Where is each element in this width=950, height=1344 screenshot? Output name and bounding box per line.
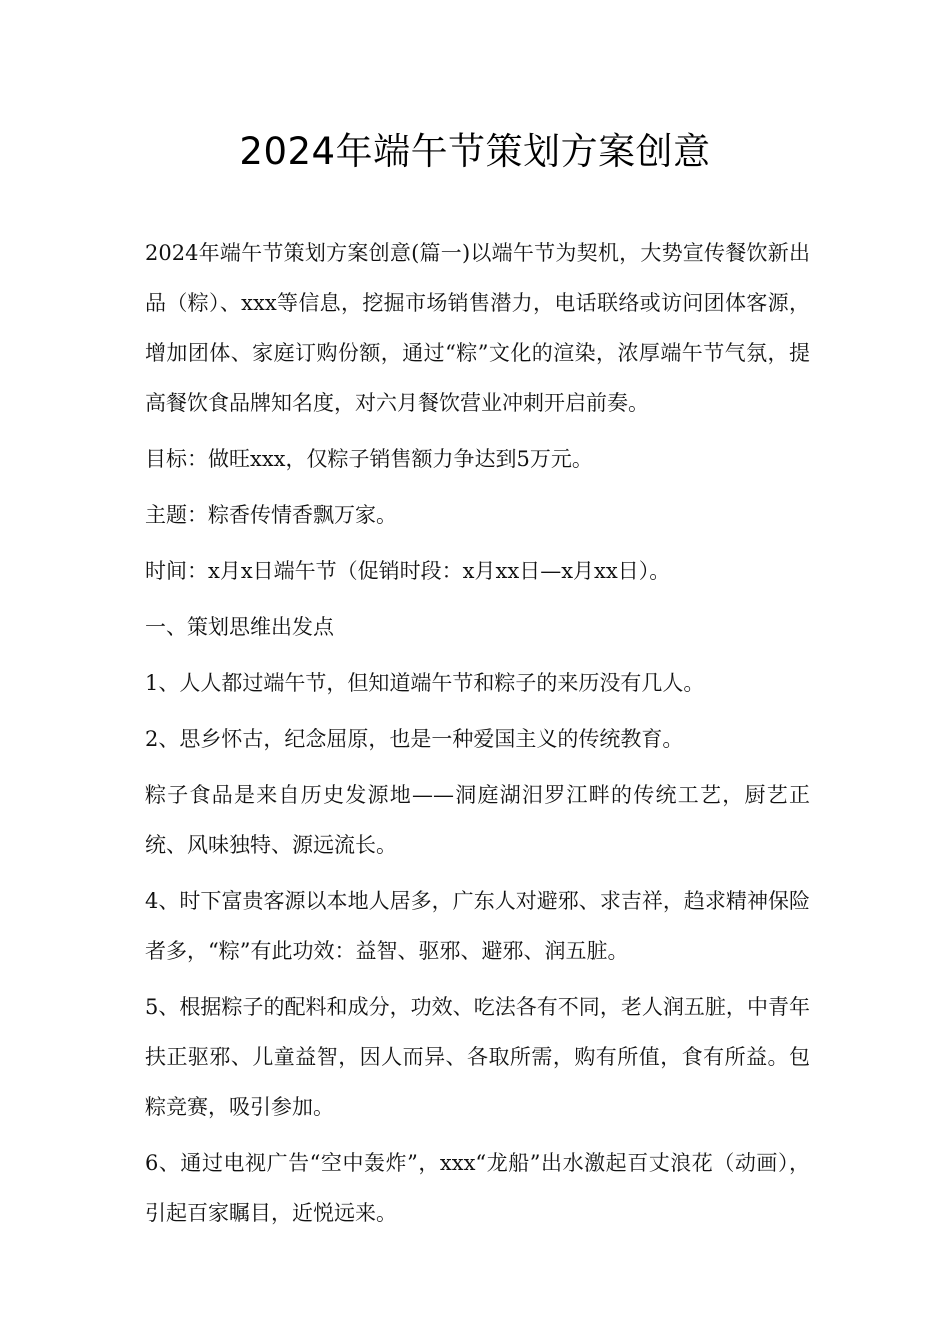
list-item-2: 2、思乡怀古，纪念屈原，也是一种爱国主义的传统教育。: [145, 727, 684, 751]
document-title: 2024年端午节策划方案创意: [239, 130, 711, 173]
paragraph-theme: 主题：粽香传情香飘万家。: [145, 503, 397, 527]
list-item-4: 4、时下富贵客源以本地人居多，广东人对避邪、求吉祥，趋求精神保险者多，“粽”有此功效：益智、驱邪、避邪、润五脏。: [145, 889, 810, 963]
list-item-6: 6、通过电视广告“空中轰炸”，xxx“龙船”出水激起百丈浪花（动画），引起百家瞩目，近悦远来。: [145, 1151, 810, 1225]
document-body: [145, 228, 810, 1244]
section-heading-1: 一、策划思维出发点: [145, 615, 334, 639]
paragraph-goal: 目标：做旺xxx，仅粽子销售额力争达到5万元。: [145, 447, 593, 471]
list-item-5: 5、根据粽子的配料和成分，功效、吃法各有不同，老人润五脏，中青年扶正驱邪、儿童益智，因人而异、各取所需，购有所值，食有所益。包粽竞赛，吸引参加。: [145, 995, 810, 1119]
list-item-1: 1、人人都过端午节，但知道端午节和粽子的来历没有几人。: [145, 671, 705, 695]
paragraph-intro: 2024年端午节策划方案创意(篇一)以端午节为契机，大势宣传餐饮新出品（粽）、xxx等信息，挖掘市场销售潜力，电话联络或访问团体客源，增加团体、家庭订购份额，通过“粽”文化的渲染，浓厚端午节气氛，提高餐饮食品牌知名度，对六月餐饮营业冲刺开启前奏。: [145, 241, 810, 415]
paragraph-time: 时间：x月x日端午节（促销时段：x月xx日—x月xx日）。: [145, 559, 671, 583]
paragraph-zongzi-origin: 粽子食品是来自历史发源地——洞庭湖汨罗江畔的传统工艺，厨艺正统、风味独特、源远流长。: [145, 783, 810, 857]
